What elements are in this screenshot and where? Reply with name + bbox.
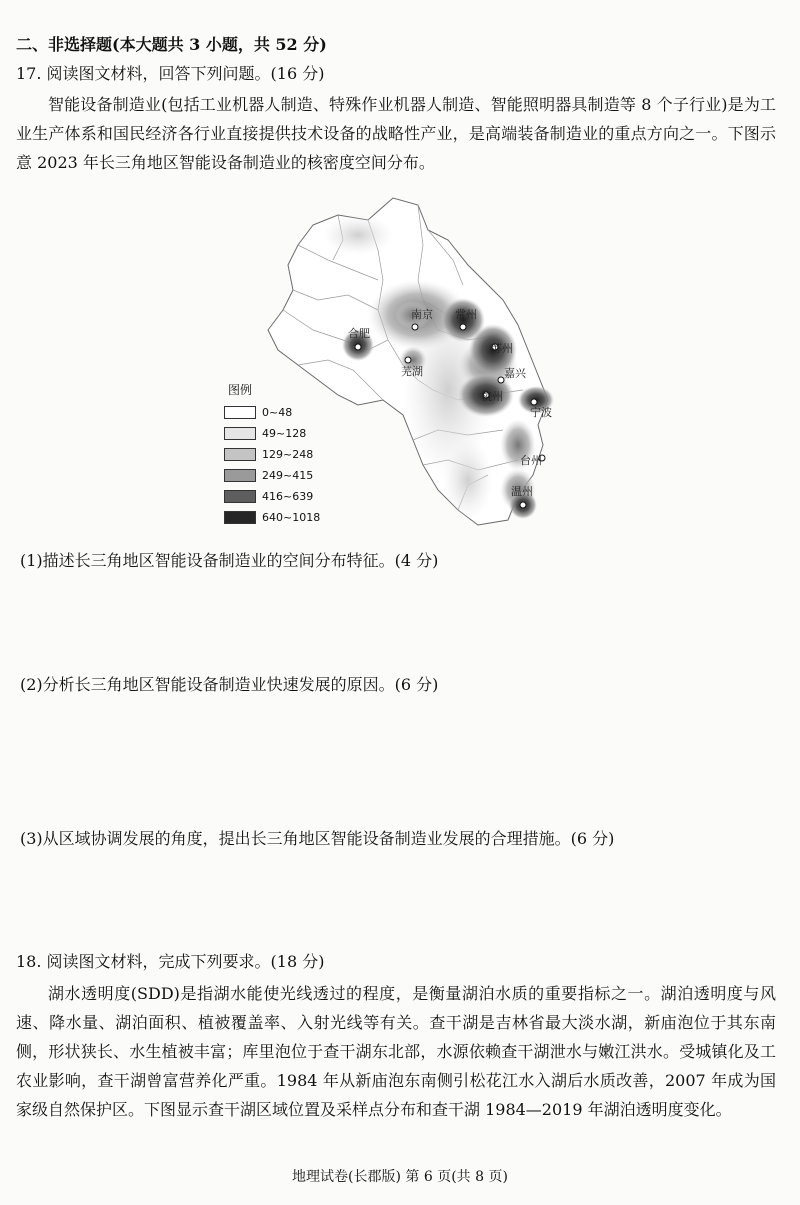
legend-swatch: [224, 469, 256, 482]
city-label-changzhou: 常州: [455, 308, 477, 321]
q18-material: 湖水透明度(SDD)是指湖水能使光线透过的程度，是衡量湖泊水质的重要指标之一。湖泊透明度与风速、降水量、湖泊面积、植被覆盖率、入射光线等有关。查干湖是吉林省最大淡水湖，新庙泡位于其东南侧，形状狭长、水生植被丰富；库里泡位于查干湖东北部，水源依赖查干湖泄水与嫩江洪水。受城镇化及工农业影响，查干湖曾富营养化严重。1984 年从新庙泡东南侧引松花江水入湖后水质改善，2007 年成为国家级自然保护区。下图显示查干湖区域位置及采样点分布和查干湖 1984—2019 年湖泊透明度变化。: [16, 984, 776, 1119]
city-label-taizhou: 台州: [520, 454, 542, 467]
city-label-wenzhou: 温州: [511, 485, 533, 498]
city-label-nanjing: 南京: [411, 308, 433, 321]
legend-title: 图例: [228, 383, 253, 397]
legend-label: 416~639: [262, 490, 314, 503]
legend-label: 249~415: [262, 469, 314, 482]
q17-material: 智能设备制造业(包括工业机器人制造、特殊作业机器人制造、智能照明器具制造等 8 个子行业)是为工业生产体系和国民经济各行业直接提供技术设备的战略性产业，是高端装备制造业的重点方向之一。下图示意 2023 年长三角地区智能设备制造业的核密度空间分布。: [16, 95, 776, 172]
legend-swatch: [224, 490, 256, 503]
city-label-hefei: 合肥: [348, 327, 370, 340]
city-label-ningbo: 宁波: [530, 406, 552, 419]
legend-row: [224, 426, 306, 441]
city-dot-nanjing: [412, 324, 418, 330]
legend-row: [224, 468, 313, 483]
legend-label: 129~248: [262, 448, 314, 461]
q18-title: 18. 阅读图文材料，完成下列要求。(18 分): [16, 952, 325, 971]
legend-row: [224, 447, 313, 462]
q17-title: 17. 阅读图文材料，回答下列问题。(16 分): [16, 64, 325, 83]
q17-subquestion-3: (3)从区域协调发展的角度，提出长三角地区智能设备制造业发展的合理措施。(6 分): [20, 829, 615, 848]
city-label-jiaxing: 嘉兴: [504, 367, 526, 380]
city-label-hangzhou: 杭州: [481, 390, 503, 403]
legend-swatch: [224, 448, 256, 461]
section-heading: 二、非选择题(本大题共 3 小题，共 52 分): [16, 35, 327, 54]
kernel-density-map: [218, 190, 563, 535]
city-dot-changzhou: [460, 324, 466, 330]
city-label-wuhu: 芜湖: [401, 365, 423, 378]
legend-swatch: [224, 406, 256, 419]
city-dot-ningbo: [531, 399, 537, 405]
city-dot-hefei: [355, 344, 361, 350]
legend-label: 640~1018: [262, 511, 321, 524]
q17-subquestion-2: (2)分析长三角地区智能设备制造业快速发展的原因。(6 分): [20, 675, 439, 694]
legend-swatch: [224, 511, 256, 524]
legend-label: 49~128: [262, 427, 307, 440]
legend-swatch: [224, 427, 256, 440]
page-footer: 地理试卷(长郡版) 第 6 页(共 8 页): [292, 1169, 508, 1185]
legend-label: 0~48: [262, 406, 293, 419]
legend-row: [224, 489, 313, 504]
city-dot-wenzhou: [520, 502, 526, 508]
city-dot-wuhu: [405, 357, 411, 363]
city-label-suzhou: 苏州: [491, 342, 513, 355]
legend-row: [224, 510, 320, 525]
legend-row: [224, 405, 292, 420]
q17-subquestion-1: (1)描述长三角地区智能设备制造业的空间分布特征。(4 分): [20, 551, 439, 570]
